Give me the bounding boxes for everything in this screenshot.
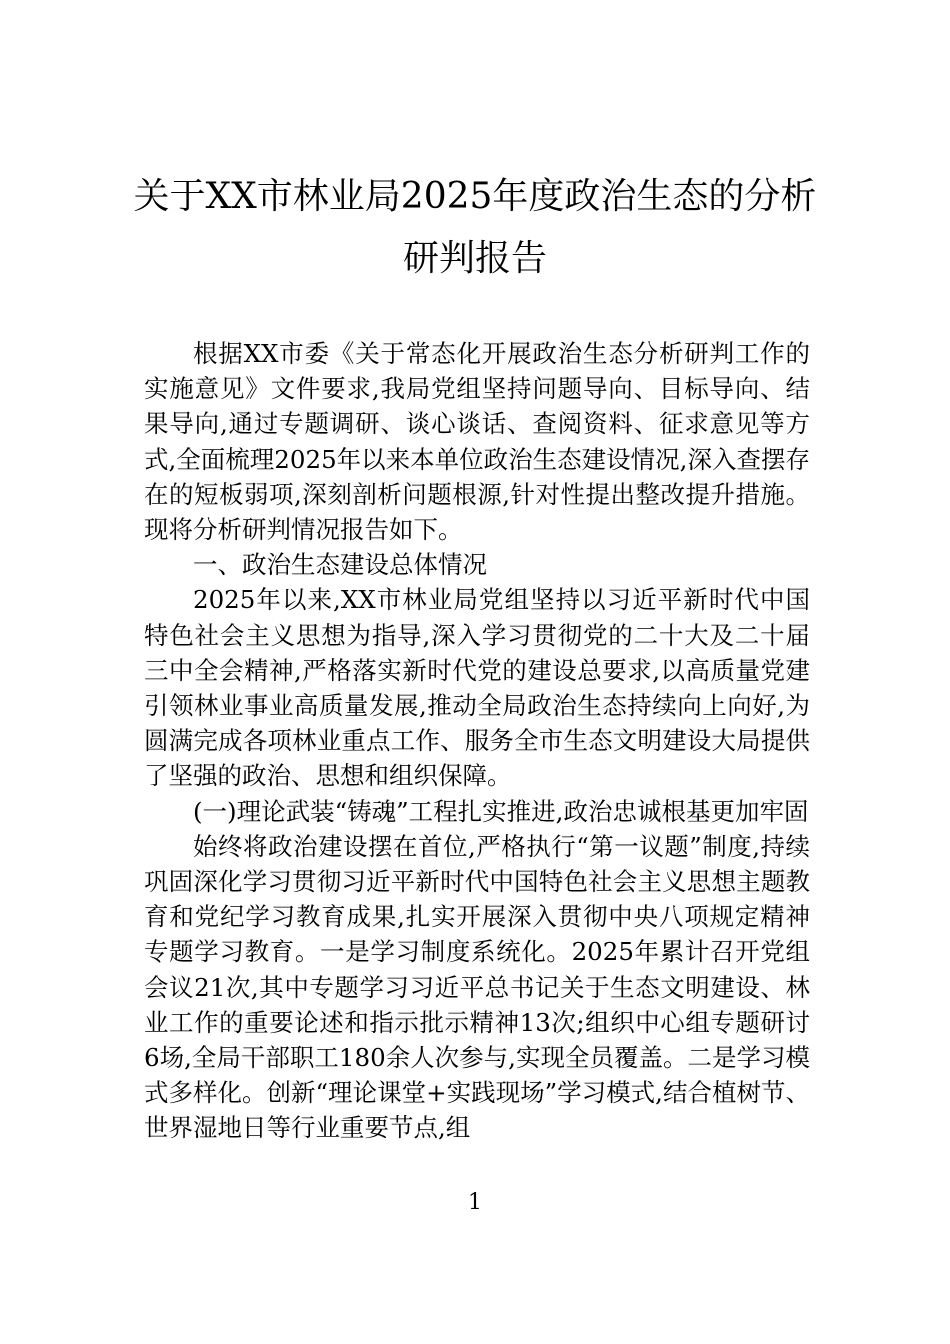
body-paragraph: 始终将政治建设摆在首位,严格执行“第一议题”制度,持续巩固深化学习贯彻习近平新时代中国特色社会主义思想主题教育和党纪学习教育成果,扎实开展深入贯彻中央八项规定精神专题学习教育。一是学习制度系统化。2025年累计召开党组会议21次,其中专题学习习近平总书记关于生态文明建设、林业工作的重要论述和指示批示精神13次;组织中心组专题研讨6场,全局干部职工180余人次参与,实现全员覆盖。二是学习模式多样化。创新“理论课堂+实践现场”学习模式,结合植树节、世界湿地日等行业重要节点,组 [144, 831, 810, 1143]
subsection-heading: (一)理论武装“铸魂”工程扎实推进,政治忠诚根基更加牢固 [193, 796, 809, 826]
document-body [144, 336, 810, 1146]
page-number: 1 [468, 1190, 482, 1215]
intro-paragraph: 根据XX市委《关于常态化开展政治生态分析研判工作的实施意见》文件要求,我局党组坚持问题导向、目标导向、结果导向,通过专题调研、谈心谈话、查阅资料、征求意见等方式,全面梳理2025年以来本单位政治生态建设情况,深入查摆存在的短板弱项,深刻剖析问题根源,针对性提出整改提升措施。现将分析研判情况报告如下。 [144, 339, 810, 545]
body-paragraph: 2025年以来,XX市林业局党组坚持以习近平新时代中国特色社会主义思想为指导,深入学习贯彻党的二十大及二十届三中全会精神,严格落实新时代党的建设总要求,以高质量党建引领林业事业高质量发展,推动全局政治生态持续向上向好,为圆满完成各项林业重点工作、服务全市生态文明建设大局提供了坚强的政治、思想和组织保障。 [144, 585, 810, 791]
section-heading: 一、政治生态建设总体情况 [193, 550, 487, 580]
document-title: 关于XX市林业局2025年度政治生态的分析研判报告 [133, 176, 817, 279]
